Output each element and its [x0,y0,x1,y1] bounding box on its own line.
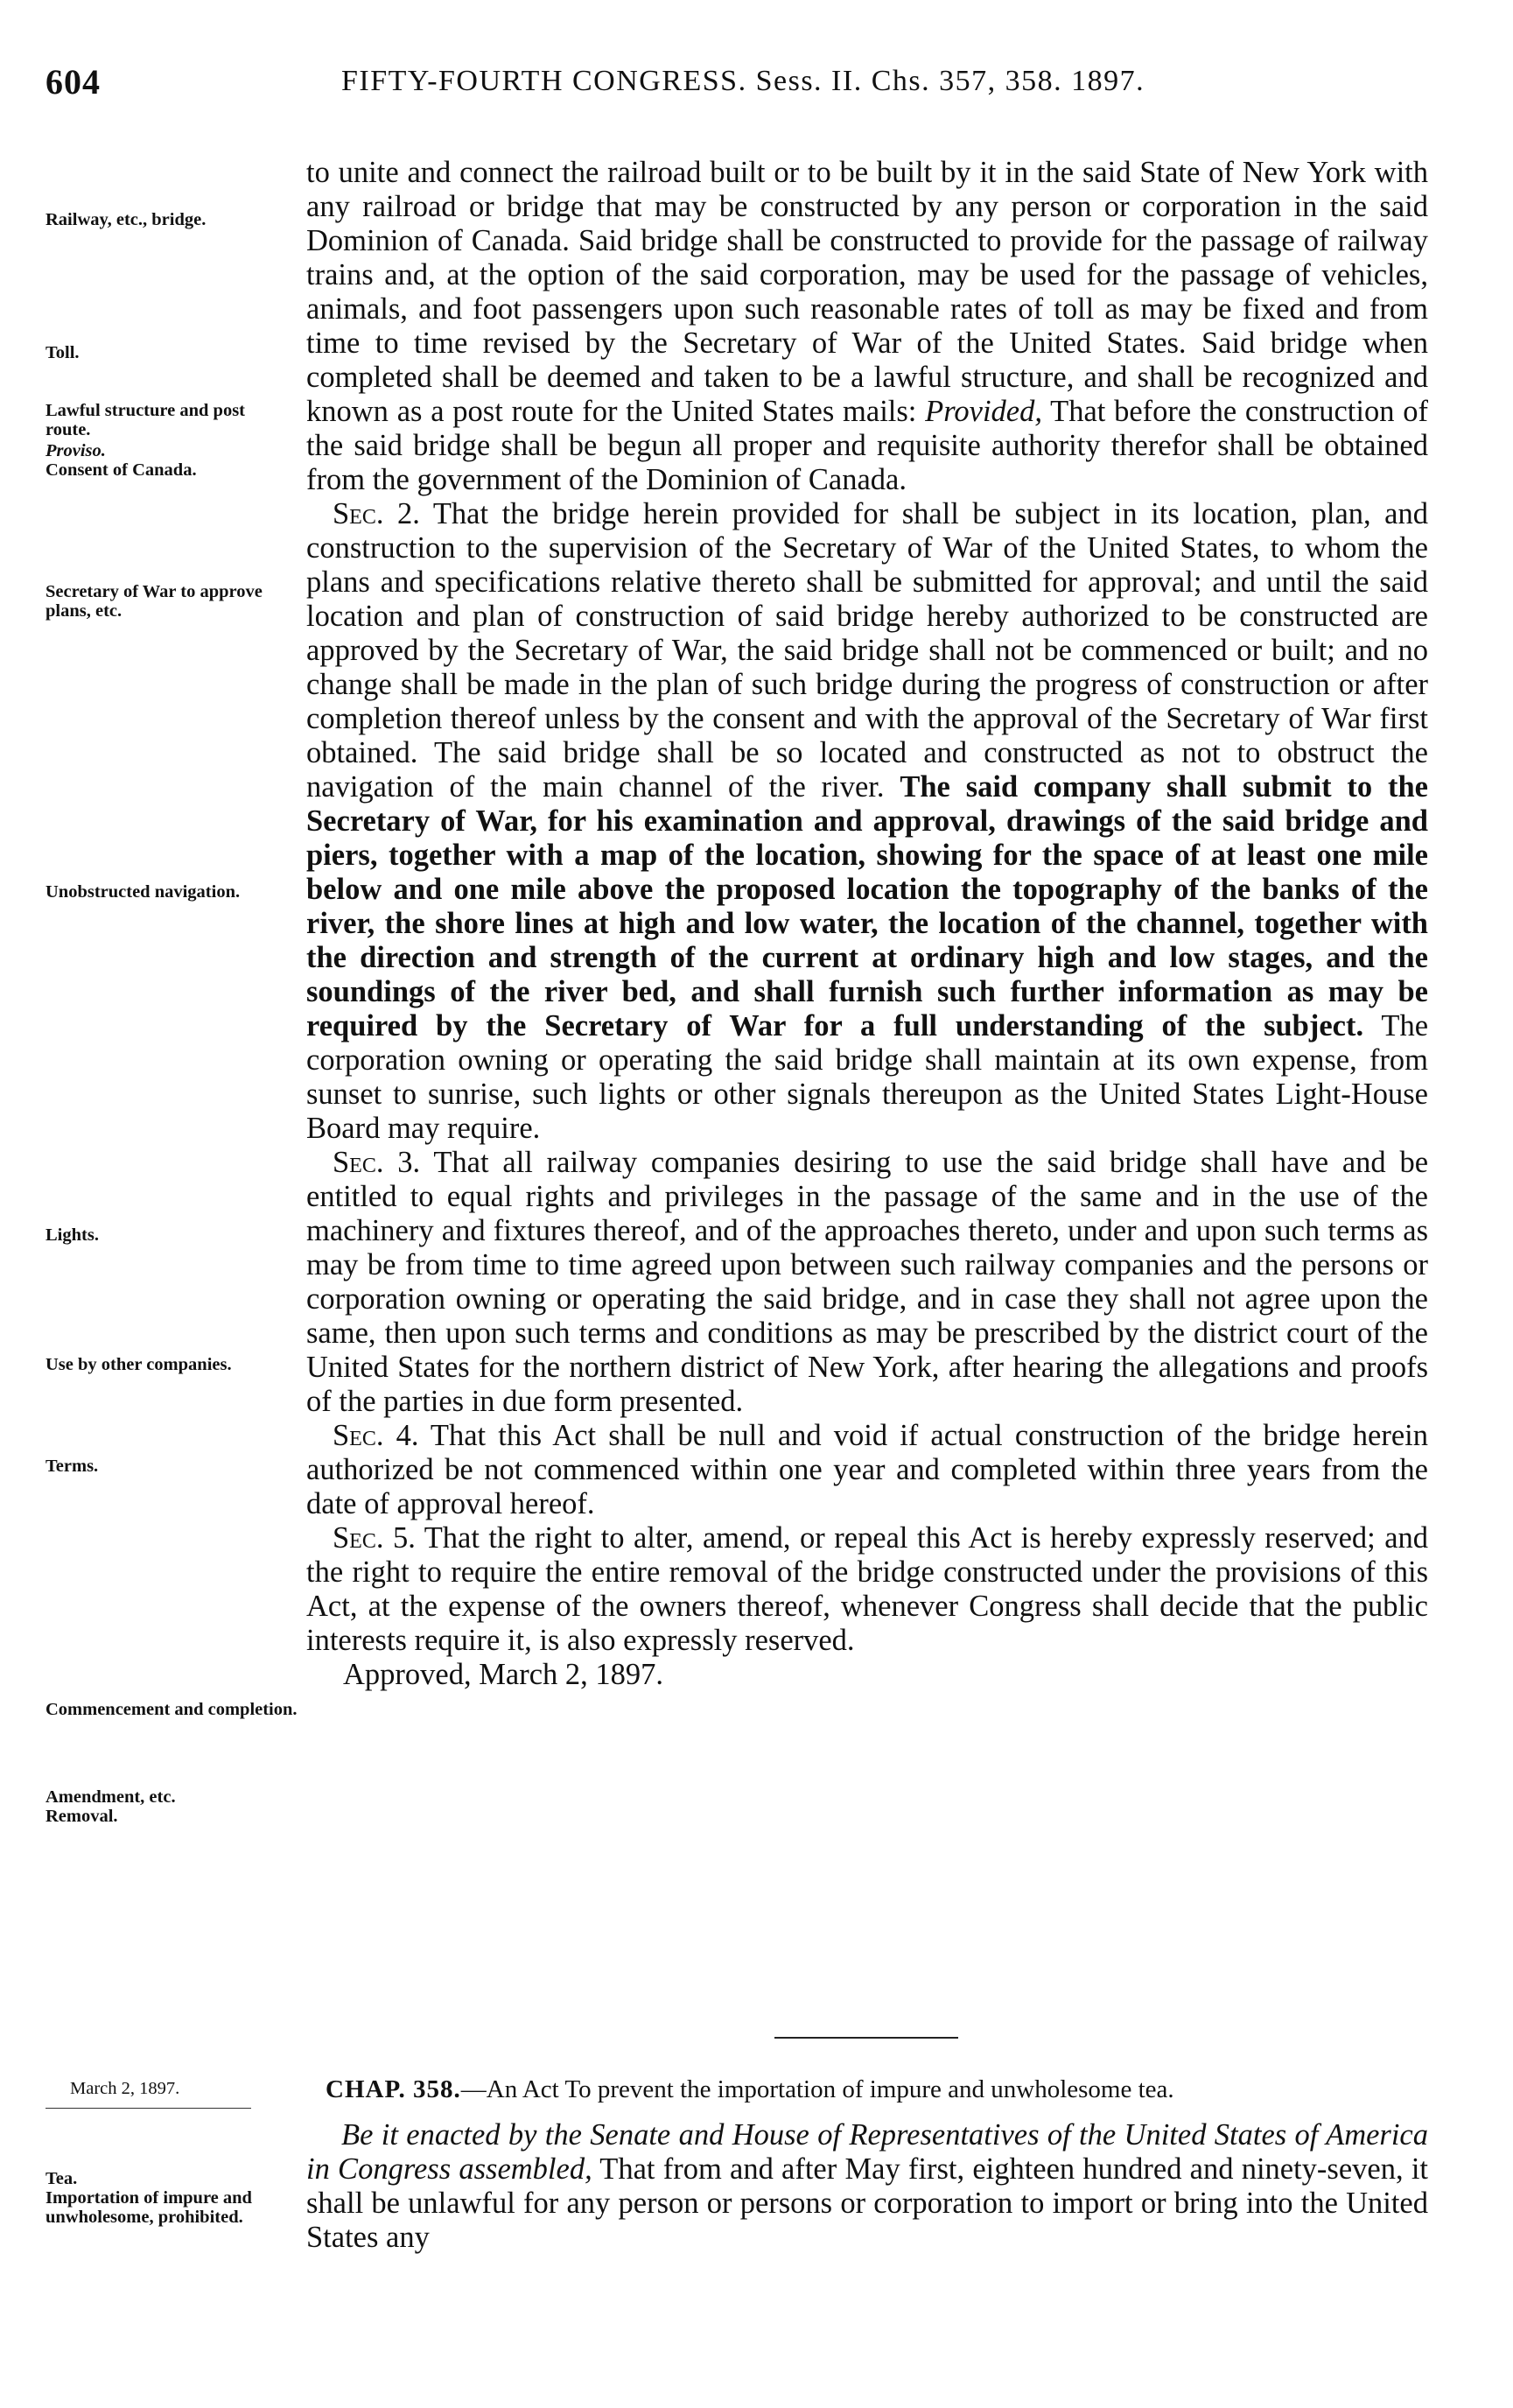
paragraph-1-text-b: That before the construction of the said bridge shall be begun all proper and requisite authority therefor shall be obtained from the government of the Dominion of Canada. [306,395,1428,496]
section-4 [306,1419,1428,1521]
section-4-label: Sec. 4. [333,1419,419,1452]
margin-note-consent-canada: Consent of Canada. [46,460,197,480]
enacting-italic: Be it enacted by the Senate and House of Representatives of the United States of America in Congress assembled, [306,2118,1428,2186]
section-5 [306,1521,1428,1658]
margin-note-tea: Tea. [46,2169,78,2188]
margin-note-railway-bridge: Railway, etc., bridge. [46,210,207,229]
chapter-title: —An Act To prevent the importation of impure and unwholesome tea. [460,2075,1174,2103]
margin-note-proviso-text: Proviso. [46,441,106,460]
margin-note-importation: Importation of impure and unwholesome, prohibited. [46,2188,252,2227]
margin-note-terms: Terms. [46,1457,99,1476]
proviso-word: Provided, [925,395,1042,428]
margin-note-lawful-structure: Lawful structure and post route. [46,401,245,439]
paragraph-1-text-a: to unite and connect the railroad built or to be built by it in the said State of New York with any railroad or bridge that may be constructed by any person or corporation in the said Dominion of Canada. Said bridge shall be constructed to provide for the passage of railway trains and, at the option of the said corporation, may be used for the passage of vehicles, animals, and foot passengers upon such reasonable rates of toll as may be fixed and from time to time revised by the Secretary of War of the United States. Said bridge when completed shall be deemed and taken to be a lawful structure, and shall be recognized and known as a post route for the United States mails: [306,156,1428,428]
section-2-label: Sec. 2. [333,497,420,530]
enacting-paragraph [306,2118,1428,2255]
margin-note-use-by-other-companies: Use by other companies. [46,1355,232,1374]
margin-note-lights: Lights. [46,1225,99,1245]
margin-note-commencement: Commencement and completion. [46,1700,298,1719]
main-text [306,156,1428,1692]
section-3 [306,1146,1428,1419]
page-number: 604 [46,62,101,102]
running-head: FIFTY-FOURTH CONGRESS. Sess. II. Chs. 357, 358. 1897. [341,65,1145,97]
paragraph-1 [306,156,1428,497]
section-divider [774,2037,958,2039]
margin-note-proviso [46,441,299,460]
enacting-clause [306,2118,1428,2255]
section-5-text: That the right to alter, amend, or repeal this Act is hereby expressly reserved; and the right to require the entire removal of the bridge constructed under the provisions of this Act, at the expense of the owners thereof, whenever Congress shall decide that the public interests require it, is also expressly reserved. [306,1521,1429,1657]
enacting-text: That from and after May first, eighteen hundred and ninety-seven, it shall be unlawful for any person or persons or corporation to import or bring into the United States any [306,2152,1428,2254]
margin-note-removal: Removal. [46,1807,118,1826]
margin-note-secretary-of-war: Secretary of War to approve plans, etc. [46,582,263,621]
margin-note-amendment: Amendment, etc. [46,1787,176,1807]
chapter-label: CHAP. 358. [326,2075,461,2103]
section-5-label: Sec. 5. [333,1521,416,1555]
page-header [0,61,1513,114]
section-2 [306,497,1428,1146]
section-3-text: That all railway companies desiring to use the said bridge shall have and be entitled to equal rights and privileges in the passage of the same and in the use of the machinery and fixtures thereof, and of the approaches thereto, under and upon such terms as may be from time to time agreed upon between such railway companies and the persons or corporation owning or operating the said bridge, and in case they shall not agree upon the same, then upon such terms and conditions as may be prescribed by the district court of the United States for the northern district of New York, after hearing the allegations and proofs of the parties in due form presented. [306,1146,1429,1418]
section-2-text-b: The said company shall submit to the Secretary of War, for his examination and approval, drawings of the said bridge and piers, together with a map of the location, showing for the space of at least one mile below and one mile above the proposed location the topography of the banks of the river, the shore lines at high and low water, the location of the channel, together with the direction and strength of the current at ordinary high and low stages, and the soundings of the river bed, and shall furnish such further information as may be required by the Secretary of War for a full understanding of the subject. [306,770,1428,1043]
margin-date-rule [46,2108,251,2109]
section-4-text: That this Act shall be null and void if actual construction of the bridge herein authorized be not commenced within one year and completed within three years from the date of approval hereof. [306,1419,1428,1520]
section-3-label: Sec. 3. [333,1146,421,1179]
section-2-text-c: The corporation owning or operating the said bridge shall maintain at its own expense, from sunset to sunrise, such lights or other signals thereupon as the United States Light-House Board may require. [306,1009,1429,1145]
margin-note-toll: Toll. [46,343,80,362]
chapter-heading [326,2075,1446,2104]
margin-note-date: March 2, 1897. [70,2079,180,2098]
approved-line: Approved, March 2, 1897. [343,1658,664,1691]
margin-note-unobstructed-navigation: Unobstructed navigation. [46,882,241,902]
section-2-text-a: That the bridge herein provided for shall be subject in its location, plan, and construction to the supervision of the Secretary of War of the United States, to whom the plans and specifications relative thereto shall be submitted for approval; and until the said location and plan of construction of said bridge hereby authorized to be constructed are approved by the Secretary of War, the said bridge shall not be commenced or built; and no change shall be made in the plan of such bridge during the progress of construction or after completion thereof unless by the consent and with the approval of the Secretary of War first obtained. The said bridge shall be so located and constructed as not to obstruct the navigation of the main channel of the river. [306,497,1428,804]
